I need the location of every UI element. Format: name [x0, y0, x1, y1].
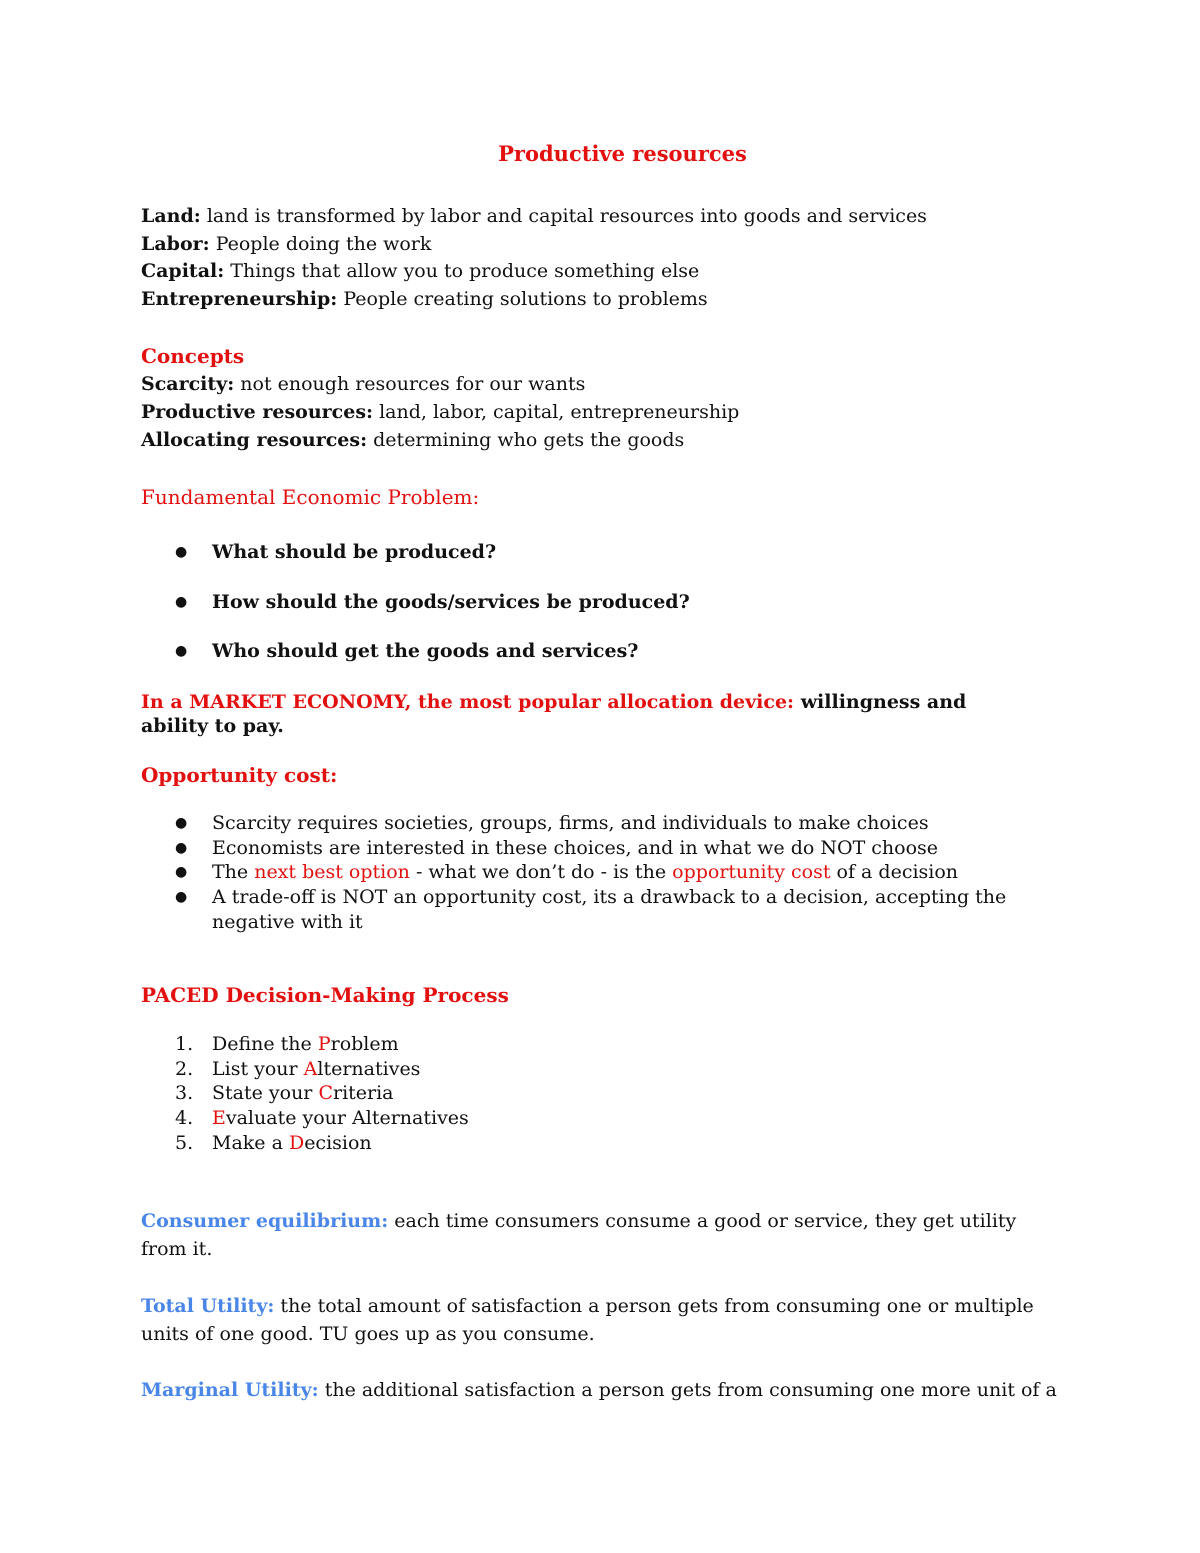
- resource-text: People creating solutions to problems: [337, 288, 708, 310]
- resource-capital: [141, 257, 699, 285]
- paced-letter: E: [212, 1107, 226, 1129]
- concept-item: [141, 370, 585, 398]
- utility-text: the total amount of satisfaction a person gets from consuming one or multiple: [274, 1295, 1034, 1317]
- list-item-text: A trade-off is NOT an opportunity cost, its a drawback to a decision, accepting the: [212, 886, 1007, 908]
- step-number: 4.: [175, 1107, 194, 1129]
- paced-letter: A: [303, 1058, 318, 1080]
- list-item-text: How should the goods/services be produced?: [212, 591, 690, 613]
- resource-text: People doing the work: [209, 233, 432, 255]
- text-segment: lternatives: [317, 1058, 421, 1080]
- step-number: 1.: [175, 1033, 194, 1055]
- paced-letter: P: [317, 1033, 331, 1055]
- highlight-opportunity-cost: opportunity cost: [672, 861, 831, 883]
- list-item-text: negative with it: [212, 911, 363, 933]
- paced-letter: D: [288, 1132, 305, 1154]
- utility-text: the additional satisfaction a person gets from consuming one more unit of a: [318, 1379, 1057, 1401]
- step-text: [212, 1057, 420, 1082]
- resource-term: Land:: [141, 205, 201, 227]
- bullet-icon: ●: [175, 815, 188, 831]
- step-text: [212, 1081, 394, 1106]
- concepts-heading: Concepts: [141, 344, 245, 368]
- bullet-icon: ●: [175, 864, 188, 880]
- resource-text: Things that allow you to produce something else: [224, 260, 700, 282]
- text-segment: - what we don’t do - is the: [409, 861, 673, 883]
- step-number: 3.: [175, 1082, 194, 1104]
- text-segment: of a decision: [830, 861, 959, 883]
- utility-text: each time consumers consume a good or service, they get utility: [388, 1210, 1017, 1232]
- list-item-text: [212, 860, 958, 885]
- concept-text: land, labor, capital, entrepreneurship: [373, 401, 740, 423]
- utility-term: Marginal Utility:: [141, 1379, 319, 1401]
- page-title: Productive resources: [498, 141, 747, 166]
- concept-term: Productive resources:: [141, 401, 374, 423]
- step-text: [212, 1131, 372, 1156]
- list-item-text: Economists are interested in these choices, and in what we do NOT choose: [212, 837, 939, 859]
- paced-heading: PACED Decision-Making Process: [141, 983, 509, 1007]
- concept-term: Allocating resources:: [141, 429, 368, 451]
- text-segment: The: [212, 861, 255, 883]
- market-economy-label: In a MARKET ECONOMY, the most popular allocation device:: [141, 691, 795, 713]
- bullet-icon: ●: [175, 840, 188, 856]
- step-number: 2.: [175, 1058, 194, 1080]
- concept-item: [141, 398, 739, 426]
- resource-text: land is transformed by labor and capital resources into goods and services: [200, 205, 927, 227]
- text-segment: riteria: [332, 1082, 394, 1104]
- bullet-icon: ●: [175, 889, 188, 905]
- utility-term: Consumer equilibrium:: [141, 1210, 389, 1232]
- step-text: [212, 1106, 469, 1131]
- concept-text: determining who gets the goods: [367, 429, 685, 451]
- opportunity-heading: Opportunity cost:: [141, 763, 338, 787]
- market-economy-line-2: ability to pay.: [141, 715, 284, 737]
- total-utility-line-1: [141, 1292, 1034, 1320]
- step-text: [212, 1032, 399, 1057]
- resource-term: Entrepreneurship:: [141, 288, 338, 310]
- market-economy-text: willingness and: [794, 691, 967, 713]
- total-utility-line-2: units of one good. TU goes up as you consume.: [141, 1323, 595, 1345]
- text-segment: ecision: [304, 1132, 372, 1154]
- highlight-next-best-option: next best option: [254, 861, 410, 883]
- consumer-equilibrium-line-1: [141, 1207, 1016, 1235]
- consumer-equilibrium-line-2: from it.: [141, 1238, 213, 1260]
- text-segment: State your: [212, 1082, 319, 1104]
- resource-entrepreneurship: [141, 285, 708, 313]
- concept-term: Scarcity:: [141, 373, 235, 395]
- concept-item: [141, 426, 684, 454]
- fundamental-heading: Fundamental Economic Problem:: [141, 485, 480, 509]
- utility-term: Total Utility:: [141, 1295, 275, 1317]
- resource-term: Capital:: [141, 260, 225, 282]
- text-segment: Define the: [212, 1033, 318, 1055]
- resource-term: Labor:: [141, 233, 210, 255]
- bullet-icon: ●: [175, 544, 188, 560]
- list-item-text: Who should get the goods and services?: [212, 640, 639, 662]
- concept-text: not enough resources for our wants: [234, 373, 586, 395]
- list-item-text: Scarcity requires societies, groups, firms, and individuals to make choices: [212, 812, 929, 834]
- bullet-icon: ●: [175, 594, 188, 610]
- list-item-text: What should be produced?: [212, 541, 497, 563]
- resource-labor: [141, 230, 431, 258]
- text-segment: Make a: [212, 1132, 289, 1154]
- paced-letter: C: [318, 1082, 333, 1104]
- marginal-utility-line-1: [141, 1376, 1057, 1404]
- resource-land: [141, 202, 927, 230]
- text-segment: List your: [212, 1058, 304, 1080]
- text-segment: valuate your Alternatives: [225, 1107, 469, 1129]
- step-number: 5.: [175, 1132, 194, 1154]
- text-segment: roblem: [330, 1033, 399, 1055]
- bullet-icon: ●: [175, 643, 188, 659]
